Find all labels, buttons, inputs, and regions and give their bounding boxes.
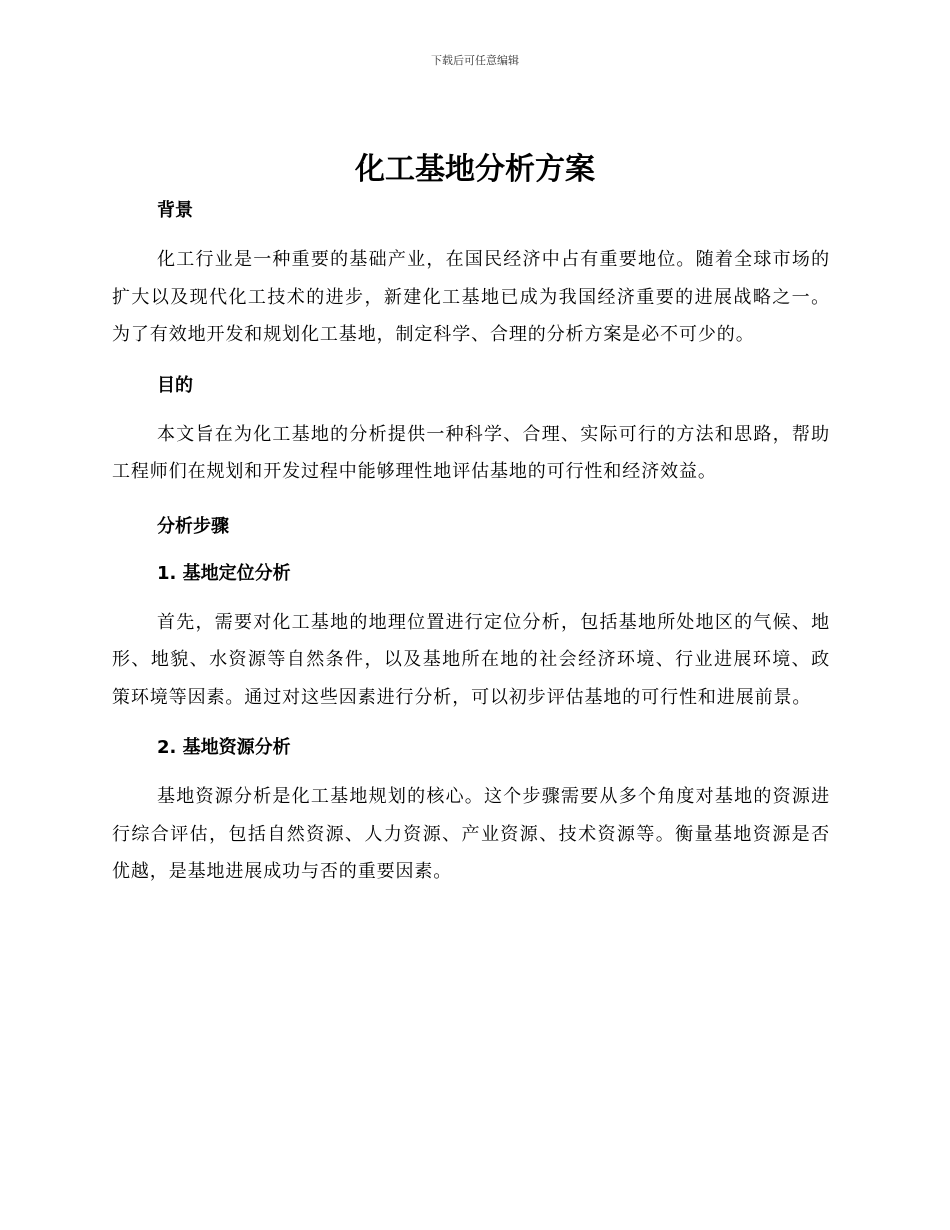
section-step-1 <box>112 559 830 717</box>
section-step-2 <box>112 733 830 891</box>
section-heading-step-2: 2. 基地资源分析 <box>157 737 291 758</box>
document-title: 化工基地分析方案 <box>355 152 595 187</box>
section-background <box>112 196 830 354</box>
section-purpose <box>112 371 830 491</box>
paragraph-step-1: 首先，需要对化工基地的地理位置进行定位分析，包括基地所处地区的气候、地形、地貌、水资源等自然条件，以及基地所在地的社会经济环境、行业进展环境、政策环境等因素。通过对这些因素进行分析，可以初步评估基地的可行性和进展前景。 <box>112 611 830 708</box>
section-heading-step-1: 1. 基地定位分析 <box>157 562 291 584</box>
paragraph-background: 化工行业是一种重要的基础产业，在国民经济中占有重要地位。随着全球市场的扩大以及现代化工技术的进步，新建化工基地已成为我国经济重要的进展战略之一。为了有效地开发和规划化工基地，制定科学、合理的分析方案是必不可少的。 <box>112 249 830 345</box>
section-heading-analysis-steps: 分析步骤 <box>157 515 229 537</box>
document-body <box>112 196 830 891</box>
section-analysis-steps <box>112 512 830 542</box>
section-heading-background: 背景 <box>157 200 193 221</box>
paragraph-step-2: 基地资源分析是化工基地规划的核心。这个步骤需要从多个角度对基地的资源进行综合评估，包括自然资源、人力资源、产业资源、技术资源等。衡量基地资源是否优越，是基地进展成功与否的重要因素。 <box>112 786 830 882</box>
page-header-note: 下载后可任意编辑 <box>431 54 519 67</box>
section-heading-purpose: 目的 <box>157 374 193 396</box>
paragraph-purpose: 本文旨在为化工基地的分析提供一种科学、合理、实际可行的方法和思路，帮助工程师们在规划和开发过程中能够理性地评估基地的可行性和经济效益。 <box>112 423 830 482</box>
